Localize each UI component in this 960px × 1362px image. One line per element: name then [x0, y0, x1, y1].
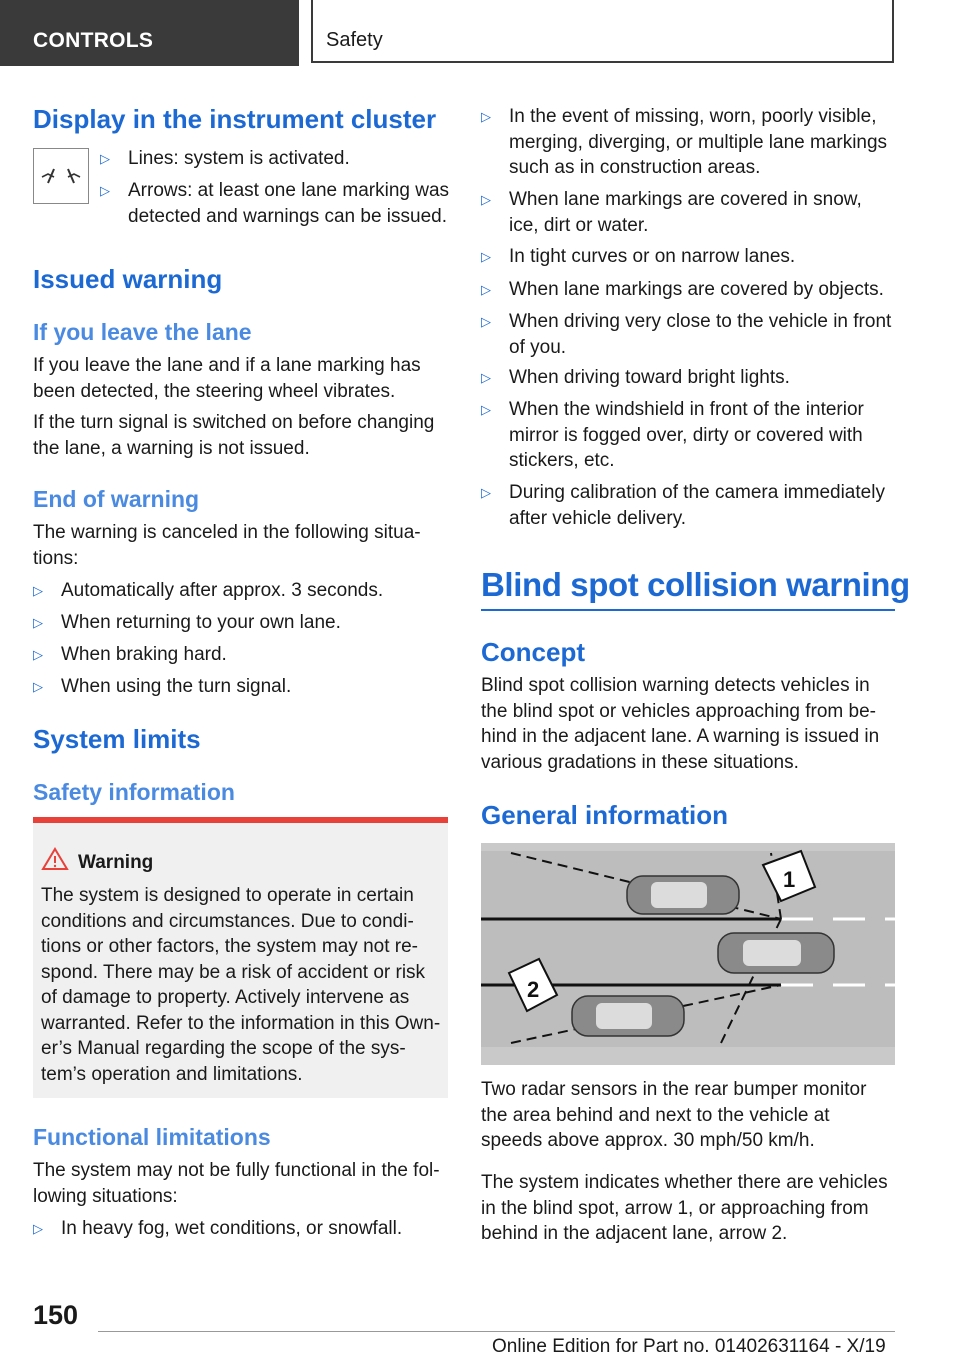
list-item: ▷ Lines: system is activated.: [100, 146, 450, 172]
list-item: ▷ During calibration of the camera immediately after vehicle delivery.: [481, 482, 885, 529]
leave-lane-heading: If you leave the lane: [33, 319, 252, 345]
leave-lane-text-1: If you leave the lane and if a lane marking has been detected, the steering wheel vibrates.: [33, 355, 421, 402]
list-item: ▷ When using the turn signal.: [33, 674, 448, 700]
page-number: 150: [33, 1300, 79, 1330]
display-heading: Display in the instrument cluster: [33, 104, 437, 134]
general-info-text-2: The system indicates whether there are vehicles in the blind spot, arrow 1, or approaching from behind in the adjacent lane, arrow 2.: [481, 1172, 888, 1244]
list-item: ▷ When the windshield in front of the interior mirror is fogged over, dirty or covered with stickers, etc.: [481, 399, 864, 471]
concept-heading: Concept: [481, 637, 585, 667]
bullet-triangle-icon: ▷: [481, 314, 491, 329]
list-item: ▷ When returning to your own lane.: [33, 610, 448, 636]
general-info-heading: General information: [481, 800, 729, 830]
list-item: ▷ When driving very close to the vehicle in front of you.: [481, 311, 892, 358]
blind-spot-heading: Blind spot collision warning: [481, 566, 910, 603]
warning-box: [33, 817, 448, 1098]
system-limits-heading: System limits: [33, 724, 201, 754]
bullet-triangle-icon: ▷: [33, 679, 43, 694]
vehicle-top: [627, 876, 739, 914]
lane-cluster-icon: [33, 148, 89, 204]
functional-limitations-text: The system may not be fully functional in the fol‐lowing situations:: [33, 1160, 440, 1207]
bullet-triangle-icon: ▷: [481, 370, 491, 385]
issued-warning-heading: Issued warning: [33, 264, 223, 294]
list-item: ▷ In heavy fog, wet conditions, or snowfall.: [33, 1216, 448, 1242]
bullet-triangle-icon: ▷: [481, 402, 491, 417]
list-item: ▷ In tight curves or on narrow lanes.: [481, 244, 895, 270]
end-warning-heading: End of warning: [33, 486, 200, 512]
bullet-triangle-icon: ▷: [481, 249, 491, 264]
bullet-triangle-icon: ▷: [481, 192, 491, 207]
list-item: ▷ In the event of missing, worn, poorly visible, merging, diverging, or multiple lane markings such as in construction areas.: [481, 106, 888, 178]
header-chapter-tab: [311, 0, 894, 63]
header-section-tab: [0, 0, 299, 66]
warning-triangle-icon: [41, 847, 69, 871]
warning-title: Warning: [78, 852, 154, 873]
bullet-triangle-icon: ▷: [481, 485, 491, 500]
end-warning-text: The warning is canceled in the following situa‐tions:: [33, 522, 421, 569]
concept-text: Blind spot collision warning detects vehicles in the blind spot or vehicles approaching from be‐hind in the adjacent lane. A warning is issued in various gradations in these situations.: [481, 675, 880, 773]
list-item: ▷ When lane markings are covered in snow, ice, dirt or water.: [481, 189, 862, 236]
general-info-text-1: Two radar sensors in the rear bumper monitor the area behind and next to the vehicle at speeds above approx. 30 mph/50 km/h.: [481, 1079, 867, 1151]
vehicle-bottom: [572, 996, 684, 1036]
bullet-triangle-icon: ▷: [100, 183, 110, 198]
arrow-1-label: 1: [783, 867, 796, 892]
vehicle-center: [718, 933, 834, 973]
list-item: ▷ When braking hard.: [33, 642, 448, 668]
list-item: ▷ When driving toward bright lights.: [481, 365, 895, 391]
bullet-triangle-icon: ▷: [481, 282, 491, 297]
bullet-triangle-icon: ▷: [481, 109, 491, 124]
header-chapter-label: Safety: [326, 29, 383, 51]
list-item: ▷ Arrows: at least one lane marking was detected and warnings can be issued.: [100, 180, 450, 227]
bullet-triangle-icon: ▷: [100, 151, 110, 166]
bullet-triangle-icon: ▷: [33, 1221, 43, 1236]
warning-text: The system is designed to operate in certain conditions and circumstances. Due to condi‐tions or other factors, the system may not re‐spond. There may be a risk of accident or risk of damage to property. Actively intervene as warranted. Refer to the information in this Own‐er’s Manual regarding the scope of the sys‐tem’s operation and limitations.: [41, 885, 441, 1085]
bullet-triangle-icon: ▷: [33, 647, 43, 662]
bullet-triangle-icon: ▷: [33, 615, 43, 630]
bullet-triangle-icon: ▷: [33, 583, 43, 598]
arrow-2-label: 2: [527, 977, 540, 1002]
header-section-label: CONTROLS: [33, 29, 154, 52]
safety-info-heading: Safety information: [33, 779, 235, 805]
blind-spot-diagram: [481, 843, 895, 1065]
list-item: ▷ Automatically after approx. 3 seconds.: [33, 578, 448, 604]
functional-limitations-heading: Functional limitations: [33, 1124, 271, 1150]
heading-rule: [481, 609, 895, 611]
edition-text: Online Edition for Part no. 01402631164 - X/19: [492, 1336, 886, 1357]
list-item: ▷ When lane markings are covered by objects.: [481, 277, 895, 303]
footer-rule: [98, 1331, 895, 1332]
leave-lane-text-2: If the turn signal is switched on before changing the lane, a warning is not issued.: [33, 412, 435, 459]
